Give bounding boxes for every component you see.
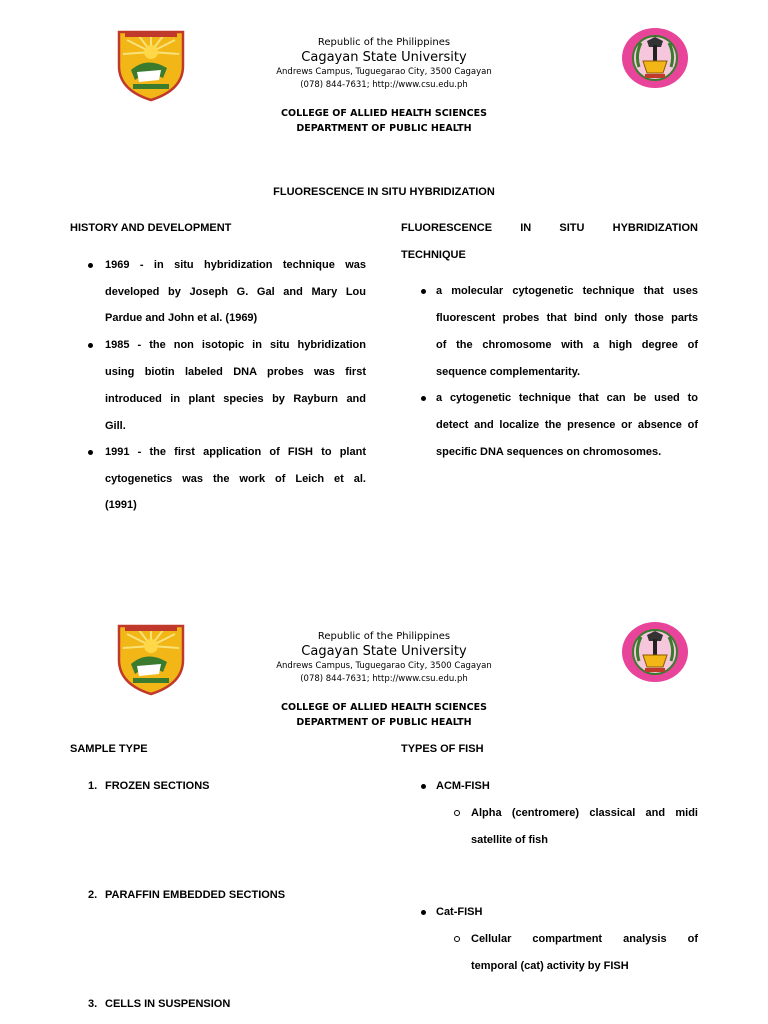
- history-line: Pardue and John et al. (1969): [105, 312, 258, 324]
- contact-info: (078) 844-7631; http://www.csu.edu.ph: [300, 80, 468, 90]
- sub-bullet-icon: [454, 810, 460, 816]
- fish-type-detail: satellite of fish: [471, 834, 549, 846]
- history-line: Gill.: [105, 420, 126, 432]
- college-name: COLLEGE OF ALLIED HEALTH SCIENCES: [281, 702, 487, 713]
- history-line: 1985 - the non isotopic in situ hybridization: [105, 339, 366, 351]
- fish-type-detail: Alpha (centromere) classical and midi: [471, 807, 698, 819]
- department-name: DEPARTMENT OF PUBLIC HEALTH: [296, 717, 472, 728]
- bullet-icon: [88, 263, 93, 268]
- technique-heading: FLUORESCENCE IN SITU HYBRIDIZATION: [401, 222, 698, 234]
- fish-type: ACM-FISH: [436, 780, 490, 792]
- list-number: 1.: [88, 780, 98, 792]
- campus-address: Andrews Campus, Tuguegarao City, 3500 Cagayan: [276, 661, 492, 671]
- history-line: 1969 - in situ hybridization technique was: [105, 259, 366, 271]
- bullet-icon: [421, 784, 426, 789]
- republic-text: Republic of the Philippines: [317, 631, 451, 642]
- technique-line: a molecular cytogenetic technique that uses: [436, 285, 698, 297]
- technique-line: specific DNA sequences on chromosomes.: [436, 446, 662, 458]
- bullet-icon: [421, 910, 426, 915]
- sub-bullet-icon: [454, 936, 460, 942]
- bullet-icon: [421, 289, 426, 294]
- fish-type: Cat-FISH: [436, 906, 483, 918]
- college-name: COLLEGE OF ALLIED HEALTH SCIENCES: [281, 108, 487, 119]
- fish-type-detail: temporal (cat) activity by FISH: [471, 960, 629, 972]
- page-title: FLUORESCENCE IN SITU HYBRIDIZATION: [273, 186, 495, 198]
- types-heading: TYPES OF FISH: [401, 743, 484, 755]
- history-line: (1991): [105, 499, 137, 511]
- republic-text: Republic of the Philippines: [317, 37, 451, 48]
- university-name: Cagayan State University: [301, 644, 467, 659]
- department-name: DEPARTMENT OF PUBLIC HEALTH: [296, 123, 472, 134]
- bullet-icon: [88, 343, 93, 348]
- technique-line: a cytogenetic technique that can be used to: [436, 392, 698, 404]
- university-name: Cagayan State University: [301, 50, 467, 65]
- campus-address: Andrews Campus, Tuguegarao City, 3500 Cagayan: [276, 67, 492, 77]
- technique-heading-2: TECHNIQUE: [401, 249, 466, 261]
- history-line: introduced in plant species by Rayburn and: [105, 393, 366, 405]
- list-number: 3.: [88, 998, 98, 1010]
- sample-item: CELLS IN SUSPENSION: [105, 998, 231, 1010]
- history-heading: HISTORY AND DEVELOPMENT: [70, 222, 232, 234]
- sample-item: PARAFFIN EMBEDDED SECTIONS: [105, 889, 286, 901]
- history-line: 1991 - the first application of FISH to plant: [105, 446, 366, 458]
- history-line: developed by Joseph G. Gal and Mary Lou: [105, 286, 366, 298]
- sample-type-heading: SAMPLE TYPE: [70, 743, 148, 755]
- technique-line: fluorescent probes that bind only those parts: [436, 312, 698, 324]
- technique-line: of the chromosome with a high degree of: [436, 339, 698, 351]
- history-line: using biotin labeled DNA probes was first: [105, 366, 366, 378]
- contact-info: (078) 844-7631; http://www.csu.edu.ph: [300, 674, 468, 684]
- history-line: cytogenetics was the work of Leich et al.: [105, 473, 366, 485]
- technique-line: detect and localize the presence or absence of: [436, 419, 698, 431]
- bullet-icon: [88, 450, 93, 455]
- bullet-icon: [421, 396, 426, 401]
- fish-type-detail: Cellular compartment analysis of: [471, 933, 698, 945]
- list-number: 2.: [88, 889, 98, 901]
- sample-item: FROZEN SECTIONS: [105, 780, 210, 792]
- technique-line: sequence complementarity.: [436, 366, 581, 378]
